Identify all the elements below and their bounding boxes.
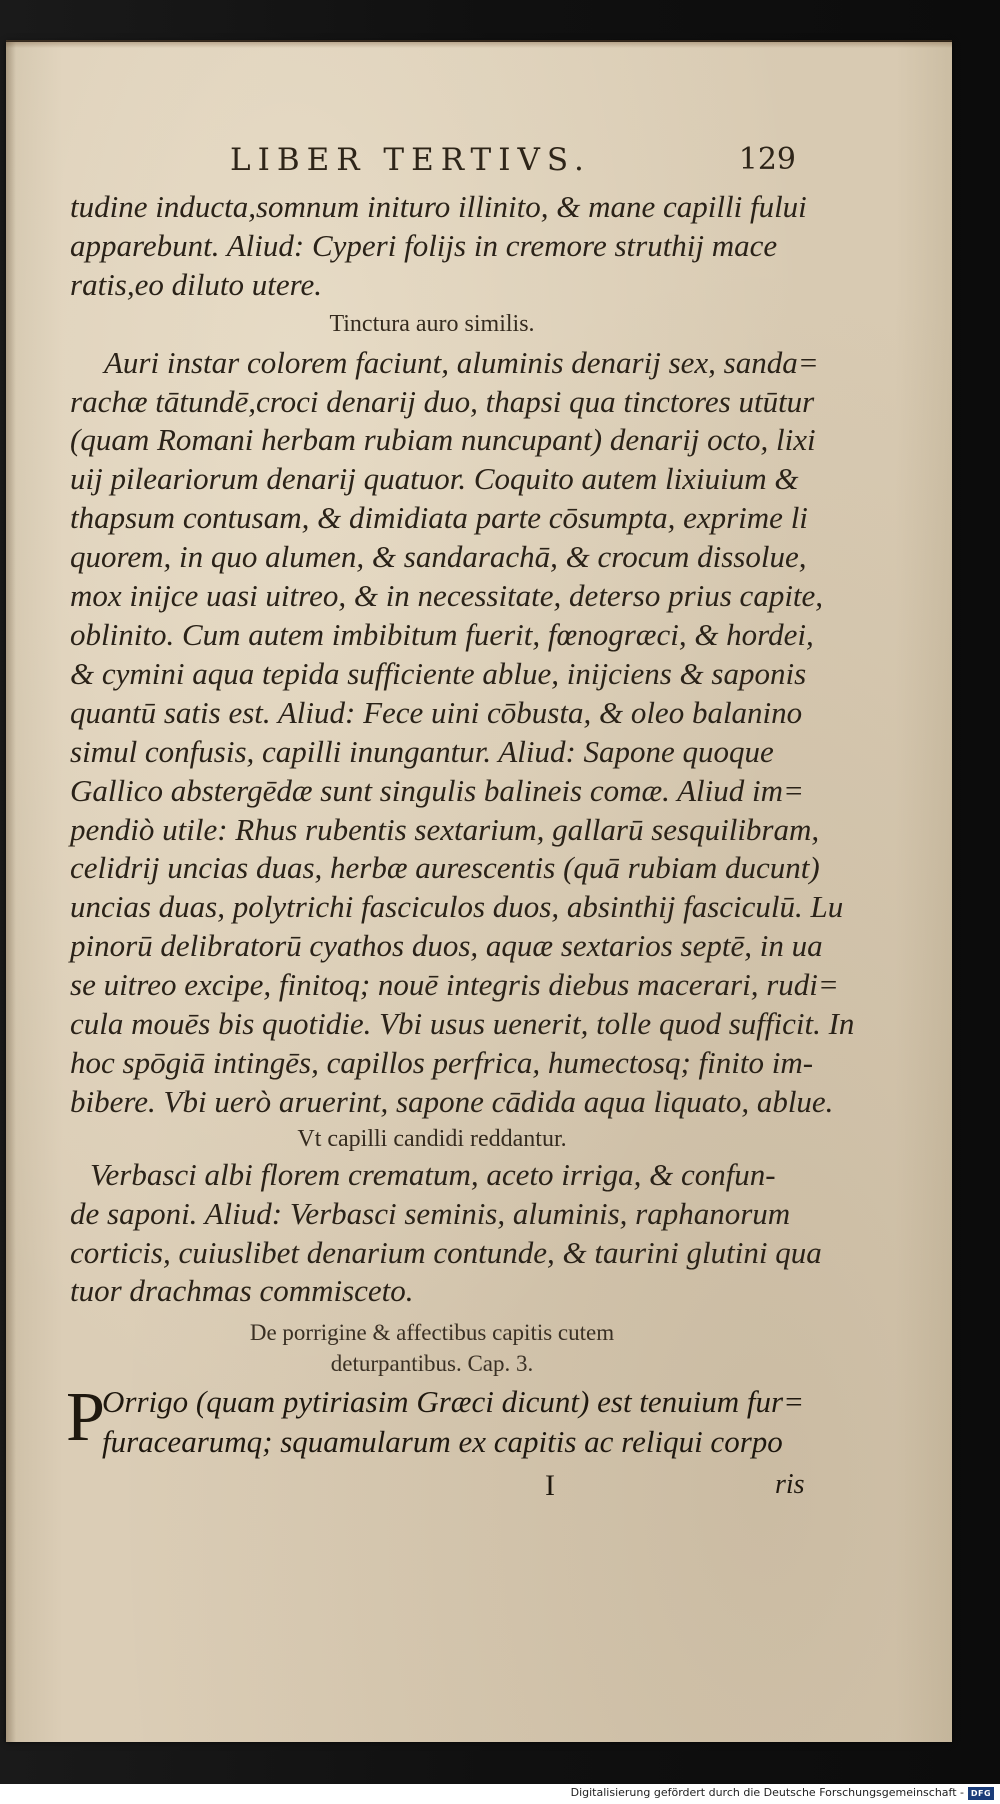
text-line: Gallico abstergēdæ sunt singulis balineis comæ. Aliud im= (70, 772, 804, 808)
text-line: corticis, cuiuslibet denarium contunde, & taurini glutini qua (70, 1234, 822, 1270)
text-line: simul confusis, capilli inungantur. Aliud: Sapone quoque (70, 733, 774, 769)
text-line: de saponi. Aliud: Verbasci seminis, aluminis, raphanorum (70, 1195, 791, 1231)
dfg-logo-icon: DFG (968, 1787, 994, 1800)
text-line: pinorū delibratorū cyathos duos, aquæ sextarios septē, in ua (70, 928, 823, 964)
drop-cap-initial: P (66, 1379, 105, 1457)
section-heading-candidi: Vt capilli candidi reddantur. (297, 1125, 567, 1152)
text-line: uncias duas, polytrichi fasciculos duos, absinthij fasciculū. Lu (70, 889, 844, 925)
text-line: quantū satis est. Aliud: Fece uini cōbusta, & oleo balanino (70, 694, 803, 730)
text-line: Orrigo (quam pytiriasim Græci dicunt) est tenuium fur= (102, 1384, 805, 1420)
page-top-shadow (6, 40, 952, 48)
text-line: celidrij uncias duas, herbæ aurescentis (quā rubiam ducunt) (70, 850, 820, 886)
page-text-block (66, 142, 855, 1509)
text-line: tudine inducta,somnum inituro illinito, & mane capilli fului (70, 189, 807, 224)
text-line: oblinito. Cum autem imbibitum fuerit, fœnogræci, & hordei, (70, 616, 814, 652)
chapter-heading-line: deturpantibus. Cap. 3. (330, 1351, 534, 1377)
text-line: ratis,eo diluto utere. (70, 266, 322, 302)
running-title: LIBER TERTIVS. (230, 142, 591, 178)
text-line: Auri instar colorem faciunt, aluminis denarij sex, sanda= (104, 344, 819, 380)
text-line: quorem, in quo alumen, & sandarachā, & crocum dissolue, (70, 539, 807, 575)
chapter-heading-line: De porrigine & affectibus capitis cutem (249, 1320, 615, 1346)
text-line: rachæ tātundē,croci denarij duo, thapsi qua tinctores utūtur (70, 383, 815, 419)
text-line: & cymini aqua tepida sufficiente ablue, inijciens & saponis (70, 655, 807, 691)
paragraph-continuation (70, 188, 807, 305)
catchword: ris (775, 1469, 805, 1501)
text-line: pendiò utile: Rhus rubentis sextarium, gallarū sesquilibram, (70, 811, 820, 847)
page-gutter-shadow (6, 42, 16, 1742)
text-line: thapsum contusam, & dimidiata parte cōsumpta, exprime li (70, 500, 808, 536)
page-number: 129 (738, 142, 796, 177)
paragraph-tinctura (70, 344, 855, 1122)
text-line: bibere. Vbi uerò aruerint, sapone cādida aqua liquato, ablue. (70, 1083, 834, 1119)
paragraph-verbasci (70, 1156, 822, 1312)
paragraph-porrigo (66, 1379, 805, 1463)
text-line: uij pileariorum denarij quatuor. Coquito autem lixiuium & (70, 461, 799, 497)
text-line: se uitreo excipe, finitoq; nouē integris diebus macerari, rudi= (70, 967, 839, 1003)
text-line: mox inijce uasi uitreo, & in necessitate, deterso prius capite, (70, 578, 824, 614)
signature-mark: I (545, 1469, 555, 1503)
text-line: (quam Romani herbam rubiam nuncupant) denarij octo, lixi (70, 422, 816, 458)
section-heading-tinctura: Tinctura auro similis. (329, 310, 535, 337)
text-line: hoc spōgiā intingēs, capillos perfrica, humectosq; finito im- (70, 1044, 814, 1080)
text-line: apparebunt. Aliud: Cyperi folijs in cremore struthij mace (70, 227, 778, 263)
text-line: tuor drachmas commisceto. (70, 1273, 414, 1309)
text-line: cula mouēs bis quotidie. Vbi usus uenerit, tolle quod sufficit. In (70, 1006, 855, 1042)
chapter-heading (70, 1317, 794, 1379)
text-line: furacearumq; squamularum ex capitis ac reliqui corpo (102, 1424, 783, 1460)
text-line: Verbasci albi florem crematum, aceto irriga, & confun- (90, 1156, 776, 1192)
digitization-footer (0, 1784, 1000, 1804)
page-foot (70, 1469, 805, 1509)
running-head (70, 142, 794, 188)
footer-credit-text: Digitalisierung gefördert durch die Deutsche Forschungsgemeinschaft - (570, 1786, 964, 1799)
